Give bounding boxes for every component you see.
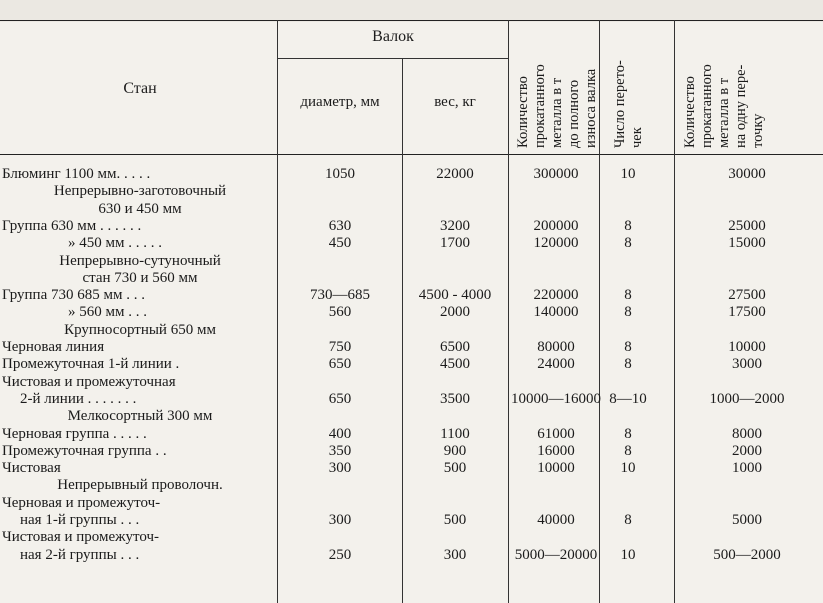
cell-weight: 22000 bbox=[436, 166, 474, 182]
cell-diameter: 1050 bbox=[325, 166, 355, 182]
row-label: 2-й линии . . . . . . . bbox=[20, 390, 137, 407]
cell-per: 30000 bbox=[728, 166, 766, 182]
header-valok: Валок bbox=[372, 28, 414, 45]
row-label: ная 1-й группы . . . bbox=[20, 512, 140, 528]
cell-per: 25000 bbox=[728, 217, 766, 234]
cell-total: 80000 bbox=[537, 339, 575, 355]
cell-diameter: 730—685 bbox=[310, 287, 370, 304]
cell-weight: 300 bbox=[443, 546, 467, 563]
header-vertical-line: Количество bbox=[682, 76, 698, 148]
cell-regrinds: 8 bbox=[624, 339, 632, 355]
header-vertical-line: Число перето- bbox=[612, 60, 628, 148]
cell-total: 220000 bbox=[533, 287, 579, 304]
cell-diameter: 300 bbox=[328, 512, 352, 528]
header-stan: Стан bbox=[123, 80, 157, 97]
row-label: Черновая группа . . . . . bbox=[2, 425, 147, 442]
cell-diameter: 350 bbox=[328, 442, 352, 459]
cell-diameter: 750 bbox=[328, 339, 352, 355]
cell-total: 200000 bbox=[533, 217, 579, 234]
cell-regrinds: 8 bbox=[624, 442, 632, 459]
cell-weight: 2000 bbox=[440, 304, 470, 321]
cell-per: 1000 bbox=[732, 460, 762, 477]
cell-weight: 500 bbox=[443, 512, 467, 528]
column-divider bbox=[508, 20, 509, 603]
cell-weight: 1700 bbox=[440, 235, 470, 252]
section-heading: Крупносортный 650 мм bbox=[64, 321, 216, 338]
cell-regrinds: 8 bbox=[624, 356, 632, 373]
cell-diameter: 400 bbox=[328, 425, 352, 442]
header-vertical-line: Количество bbox=[515, 76, 531, 148]
cell-total: 61000 bbox=[537, 425, 575, 442]
top-bleed-text bbox=[0, 0, 823, 22]
row-label: » 450 мм . . . . . bbox=[68, 235, 162, 252]
cell-diameter: 250 bbox=[328, 546, 352, 563]
valok-subrule bbox=[277, 58, 508, 59]
table-top-rule bbox=[0, 20, 823, 21]
row-label: Чистовая и промежуточ- bbox=[2, 529, 160, 546]
header-vertical-line: точку bbox=[750, 113, 766, 148]
row-label: Промежуточная группа . . bbox=[2, 442, 167, 459]
cell-weight: 3200 bbox=[440, 217, 470, 234]
cell-total: 120000 bbox=[533, 235, 579, 252]
column-divider bbox=[277, 20, 278, 603]
row-label: Группа 730 685 мм . . . bbox=[2, 287, 145, 304]
cell-per: 2000 bbox=[732, 442, 762, 459]
cell-total: 10000 bbox=[537, 460, 575, 477]
row-label: Чистовая bbox=[2, 460, 61, 477]
cell-per: 3000 bbox=[732, 356, 762, 373]
cell-weight: 4500 bbox=[440, 356, 470, 373]
section-heading: стан 730 и 560 мм bbox=[82, 269, 198, 286]
cell-per: 1000—2000 bbox=[709, 390, 785, 407]
row-label: Блюминг 1100 мм. . . . . bbox=[2, 166, 151, 182]
cell-regrinds: 8 bbox=[624, 287, 632, 304]
cell-regrinds: 8—10 bbox=[609, 390, 647, 407]
cell-per: 5000 bbox=[732, 512, 762, 528]
cell-diameter: 650 bbox=[328, 356, 352, 373]
header-vertical-line: на одну пере- bbox=[733, 64, 749, 148]
header-vertical-line: прокатанного bbox=[532, 64, 548, 148]
row-label: » 560 мм . . . bbox=[68, 304, 147, 321]
column-divider bbox=[402, 59, 403, 603]
cell-weight: 1100 bbox=[440, 425, 470, 442]
header-bottom-rule bbox=[0, 154, 823, 155]
cell-total: 5000—20000 bbox=[514, 546, 598, 563]
column-divider bbox=[674, 20, 675, 603]
cell-per: 15000 bbox=[728, 235, 766, 252]
cell-regrinds: 8 bbox=[624, 304, 632, 321]
cell-regrinds: 10 bbox=[620, 166, 636, 182]
header-vertical-line: до полного bbox=[566, 79, 582, 148]
section-heading: Непрерывный проволочн. bbox=[57, 477, 223, 494]
header-vertical-line: прокатанного bbox=[699, 64, 715, 148]
header-diameter: диаметр, мм bbox=[300, 94, 380, 110]
section-heading: Непрерывно-заготовочный bbox=[53, 183, 227, 200]
cell-total: 300000 bbox=[533, 166, 579, 182]
cell-per: 17500 bbox=[728, 304, 766, 321]
section-heading: Мелкосортный 300 мм bbox=[67, 408, 213, 425]
cell-weight: 900 bbox=[443, 442, 467, 459]
cell-total: 10000—16000 bbox=[511, 390, 601, 407]
cell-weight: 3500 bbox=[440, 390, 470, 407]
cell-diameter: 630 bbox=[328, 217, 352, 234]
row-label: Промежуточная 1-й линии . bbox=[2, 356, 180, 373]
cell-regrinds: 10 bbox=[620, 546, 636, 563]
cell-total: 24000 bbox=[537, 356, 575, 373]
cell-diameter: 650 bbox=[328, 390, 352, 407]
cell-regrinds: 8 bbox=[624, 235, 632, 252]
cell-regrinds: 8 bbox=[624, 217, 632, 234]
header-vertical-line: чек bbox=[629, 127, 645, 148]
cell-weight: 500 bbox=[443, 460, 467, 477]
cell-per: 10000 bbox=[728, 339, 766, 355]
cell-weight: 4500 - 4000 bbox=[418, 287, 492, 304]
row-label: ная 2-й группы . . . bbox=[20, 546, 140, 563]
cell-total: 140000 bbox=[533, 304, 579, 321]
header-vertical-line: металла в т bbox=[549, 77, 565, 148]
cell-regrinds: 8 bbox=[624, 425, 632, 442]
cell-per: 27500 bbox=[728, 287, 766, 304]
section-heading: 630 и 450 мм bbox=[98, 200, 182, 217]
row-label: Черновая и промежуточ- bbox=[2, 494, 161, 511]
section-heading: Непрерывно-сутуночный bbox=[59, 252, 221, 269]
cell-diameter: 560 bbox=[328, 304, 352, 321]
cell-regrinds: 10 bbox=[620, 460, 636, 477]
cell-diameter: 300 bbox=[328, 460, 352, 477]
cell-total: 16000 bbox=[537, 442, 575, 459]
row-label: Группа 630 мм . . . . . . bbox=[2, 217, 142, 234]
cell-diameter: 450 bbox=[328, 235, 352, 252]
cell-per: 500—2000 bbox=[713, 546, 781, 563]
row-label: Черновая линия bbox=[2, 339, 105, 355]
header-weight: вес, кг bbox=[434, 94, 476, 110]
cell-total: 40000 bbox=[537, 512, 575, 528]
cell-per: 8000 bbox=[732, 425, 762, 442]
row-label: Чистовая и промежуточная bbox=[2, 373, 176, 390]
cell-weight: 6500 bbox=[440, 339, 470, 355]
header-vertical-line: износа валка bbox=[583, 68, 599, 148]
header-vertical-line: металла в т bbox=[716, 77, 732, 148]
cell-regrinds: 8 bbox=[624, 512, 632, 528]
